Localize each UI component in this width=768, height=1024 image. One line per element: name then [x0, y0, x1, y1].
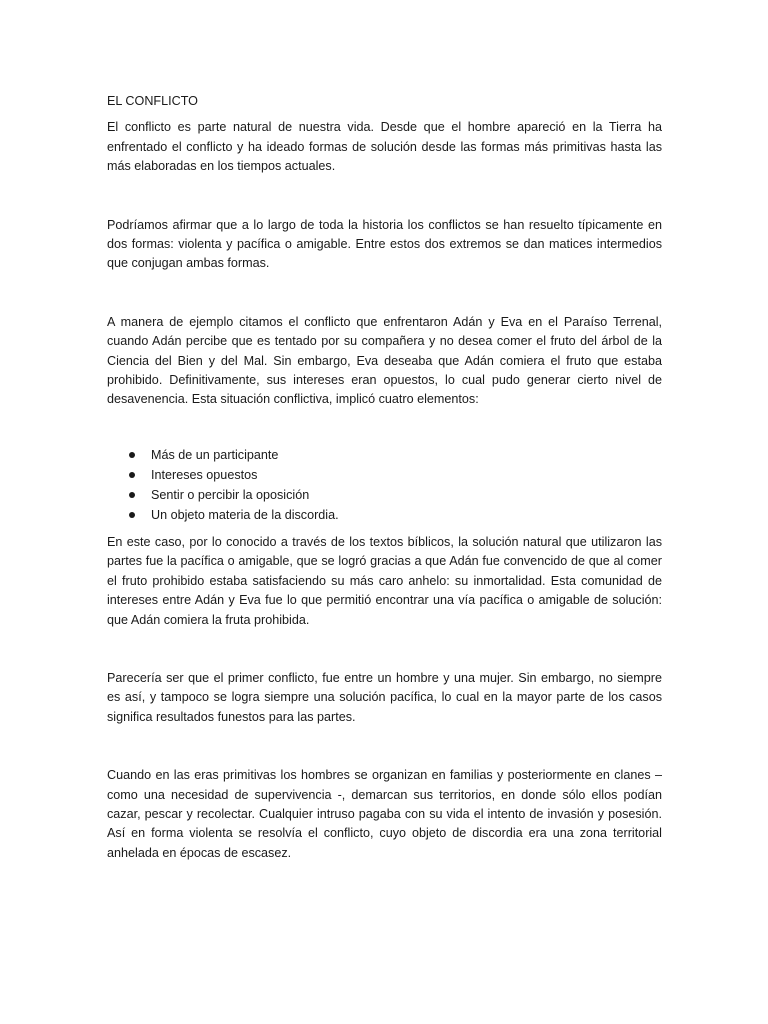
paragraph-example: A manera de ejemplo citamos el conflicto que enfrentaron Adán y Eva en el Paraíso Terrenal, cuando Adán percibe que es tentado por su compañera y no desea comer el fruto del árbol de la Ciencia del Bien y del Mal. Sin embargo, Eva deseaba que Adán comiera el fruto que estaba prohibido. Definitivamente, sus intereses eran opuestos, lo cual pudo generar cierto nivel de desavenencia. Esta situación conflictiva, implicó cuatro elementos:: [107, 314, 662, 407]
document-title: EL CONFLICTO: [107, 94, 198, 108]
paragraph-solution: En este caso, por lo conocido a través de los textos bíblicos, la solución natural que utilizaron las partes fue la pacífica o amigable, que se logró gracias a que Adán fue convencido de que al comer el fruto prohibido estaba satisfaciendo su más caro anhelo: su inmortalidad. Esta comunidad de intereses entre Adán y Eva fue lo que permitió encontrar una vía pacífica o amigable de solución: que Adán comiera la fruta prohibida.: [107, 534, 662, 627]
list-item: [107, 465, 662, 485]
paragraph-history: Podríamos afirmar que a lo largo de toda la historia los conflictos se han resuelto típicamente en dos formas: violenta y pacífica o amigable. Entre estos dos extremos se dan matices intermedios que conjugan ambas formas.: [107, 217, 662, 271]
list-item-text: Intereses opuestos: [151, 467, 258, 482]
list-item: [107, 505, 662, 525]
bullet-icon: [129, 492, 135, 498]
document-page: [107, 92, 662, 863]
bullet-icon: [129, 512, 135, 518]
list-item-text: Un objeto materia de la discordia.: [151, 507, 339, 522]
list-item: [107, 445, 662, 465]
bullet-icon: [129, 452, 135, 458]
paragraph-primitive-eras: Cuando en las eras primitivas los hombres se organizan en familias y posteriormente en clanes – como una necesidad de supervivencia -, demarcan sus territorios, en donde sólo ellos podían cazar, pescar y recolectar. Cualquier intruso pagaba con su vida el intento de invasión y posesión. Así en forma violenta se resolvía el conflicto, cuyo objeto de discordia era una zona territorial anhelada en épocas de escasez.: [107, 768, 662, 860]
paragraph-first-conflict: Parecería ser que el primer conflicto, fue entre un hombre y una mujer. Sin embargo, no siempre es así, y tampoco se logra siempre una solución pacífica, lo cual en la mayor parte de los casos significa resultados funestos para las partes.: [107, 670, 662, 724]
list-item: [107, 485, 662, 505]
paragraph-intro: El conflicto es parte natural de nuestra vida. Desde que el hombre apareció en la Tierra ha enfrentado el conflicto y ha ideado formas de solución desde las formas más primitivas hasta las más elaboradas en los tiempos actuales.: [107, 120, 662, 174]
list-item-text: Sentir o percibir la oposición: [151, 487, 310, 502]
bullet-icon: [129, 472, 135, 478]
list-item-text: Más de un participante: [151, 447, 279, 462]
elements-list: [107, 445, 662, 525]
